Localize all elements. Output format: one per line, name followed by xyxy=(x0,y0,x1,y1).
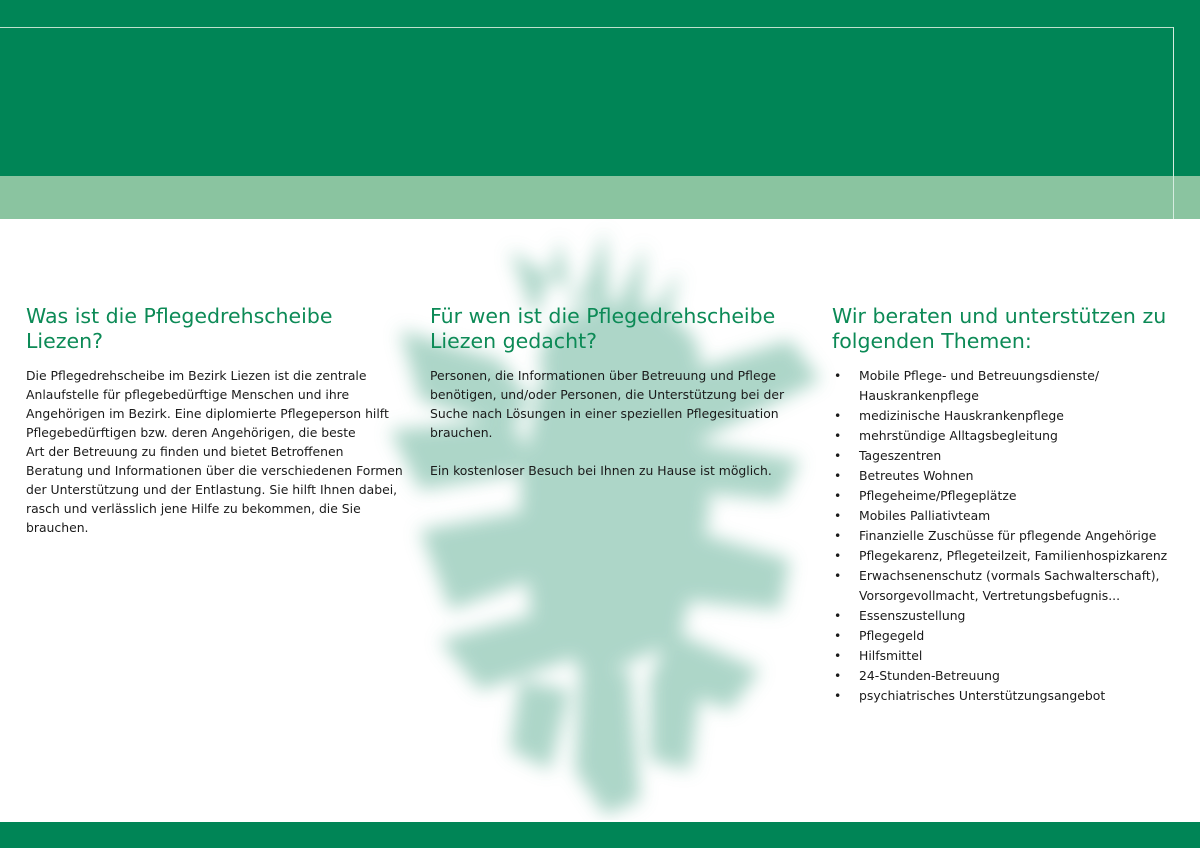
footer-band xyxy=(0,822,1200,848)
column-target-group xyxy=(430,304,810,480)
list-item: • mehrstündige Alltagsbegleitung xyxy=(832,426,1182,446)
list-item: • Betreutes Wohnen xyxy=(832,466,1182,486)
list-item: • Tageszentren xyxy=(832,446,1182,466)
list-item: • psychiatrisches Unterstützungsangebot xyxy=(832,686,1182,706)
topics-list xyxy=(832,366,1182,706)
column-topics xyxy=(832,304,1182,706)
list-item: • medizinische Hauskrankenpflege xyxy=(832,406,1182,426)
home-visit-paragraph: Ein kostenloser Besuch bei Ihnen zu Hause ist möglich. xyxy=(430,463,772,478)
target-paragraph: Personen, die Informationen über Betreuung und Pflege benötigen, und/oder Personen, die Unterstützung bei der Suche nach Lösungen in einer speziellen Pflegesituation brauchen. xyxy=(430,368,785,440)
heading-for-whom: Für wen ist die Pflegedrehscheibe Liezen gedacht? xyxy=(430,304,776,353)
frame-line-right xyxy=(1173,27,1174,219)
list-item: • Erwachsenenschutz (vormals Sachwalterschaft), Vorsorgevollmacht, Vertretungsbefugnis... xyxy=(832,566,1182,606)
list-item: • Pflegekarenz, Pflegeteilzeit, Familienhospizkarenz xyxy=(832,546,1182,566)
list-item: • Pflegegeld xyxy=(832,626,1182,646)
list-item: • Finanzielle Zuschüsse für pflegende Angehörige xyxy=(832,526,1182,546)
heading-what-is: Was ist die Pflegedrehscheibe Liezen? xyxy=(26,304,333,353)
list-item: • Mobile Pflege- und Betreuungsdienste/ Hauskrankenpflege xyxy=(832,366,1182,406)
panther-emblem-watermark xyxy=(360,210,840,820)
intro-paragraph: Die Pflegedrehscheibe im Bezirk Liezen ist die zentrale Anlaufstelle für pflegebedürftige Menschen und ihre Angehörigen im Bezirk. Eine diplomierte Pflegeperson hilft Pflegebedürftigen bzw. deren Angehörigen, die beste Art der Betreuung zu finden und bietet Betroffenen Beratung und Informationen über die verschiedenen Formen der Unterstützung und der Entlastung. Sie hilft Ihnen dabei, rasch und verlässlich jene Hilfe zu bekommen, die Sie brauchen. xyxy=(26,368,403,535)
heading-topics: Wir beraten und unterstützen zu folgenden Themen: xyxy=(832,304,1167,353)
list-item: • 24-Stunden-Betreuung xyxy=(832,666,1182,686)
list-item: • Hilfsmittel xyxy=(832,646,1182,666)
list-item: • Essenszustellung xyxy=(832,606,1182,626)
frame-line-top xyxy=(0,27,1174,28)
column-intro xyxy=(26,304,406,537)
list-item: • Pflegeheime/Pflegeplätze xyxy=(832,486,1182,506)
list-item: • Mobiles Palliativteam xyxy=(832,506,1182,526)
